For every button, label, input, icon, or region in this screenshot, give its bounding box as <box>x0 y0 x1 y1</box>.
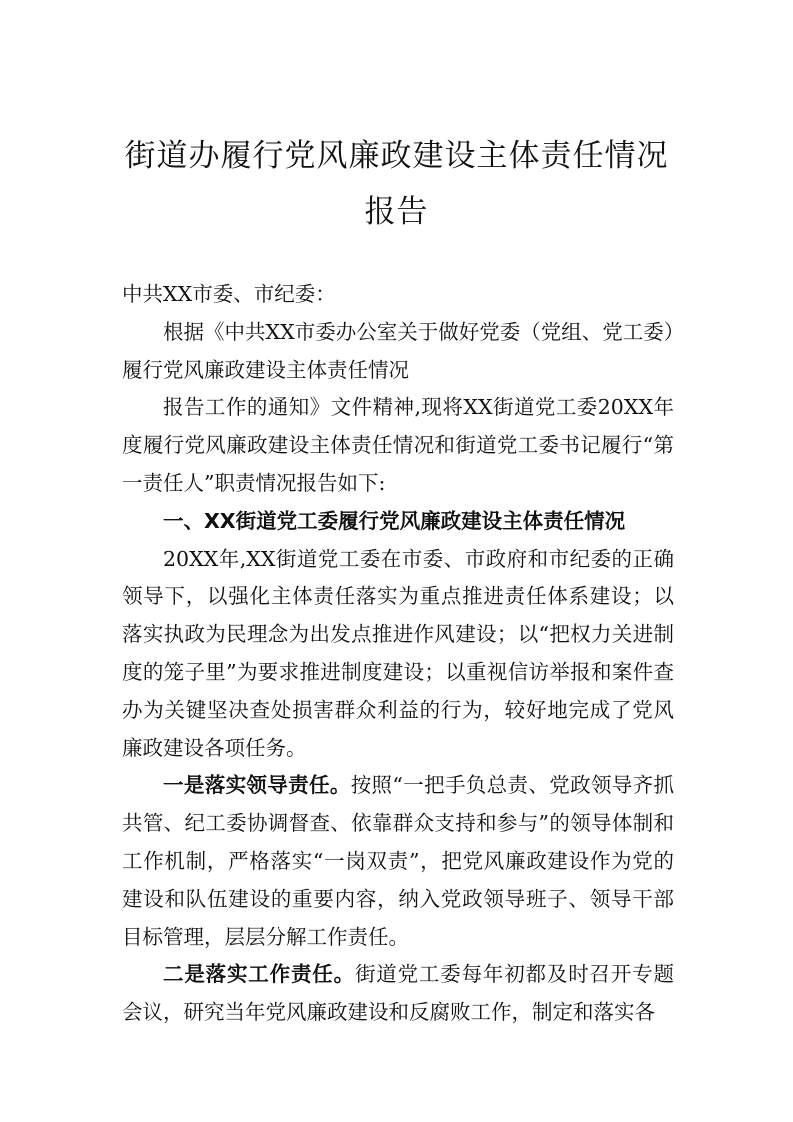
paragraph-lead: 二是落实工作责任。 <box>163 962 355 987</box>
paragraph-text: 按照“一把手负总责、党政领导齐抓共管、纪工委协调督查、依靠群众支持和参与”的领导体制和工作机制，严格落实“一岗双责”，把党风廉政建设作为党的建设和队伍建设的重要内容，纳入党政领导班子、领导干部目标管理，层层分解工作责任。 <box>122 773 675 949</box>
paragraph: 根据《中共XX市委办公室关于做好党委（党组、党工委）履行党风廉政建设主体责任情况 <box>122 319 674 382</box>
paragraph-text: 街道党工委每年初都及时召开专题会议，研究当年党风廉政建设和反腐败工作，制定和落实各 <box>122 962 675 1025</box>
paragraph-lead: 一是落实领导责任。 <box>163 773 351 798</box>
section-paragraph <box>122 956 674 1032</box>
section-paragraph <box>122 541 674 768</box>
document-body <box>122 276 674 1032</box>
document-title: 街道办履行党风廉政建设主体责任情况报告 <box>124 138 669 230</box>
paragraph: 报告工作的通知》文件精神,现将XX街道党工委20XX年度履行党风廉政建设主体责任情况和街道党工委书记履行“第一责任人”职责情况报告如下: <box>122 395 674 495</box>
section-paragraph <box>122 767 674 956</box>
section-heading: 一、XX街道党工委履行党风廉政建设主体责任情况 <box>163 508 626 533</box>
salutation: 中共XX市委、市纪委： <box>122 282 336 306</box>
paragraph-text: 20XX年,XX街道党工委在市委、市政府和市纪委的正确领导下，以强化主体责任落实为重点推进责任体系建设；以落实执政为民理念为出发点推进作风建设；以“把权力关进制度的笼子里”为要求推进制度建设；以重视信访举报和案件查办为关键坚决查处损害群众利益的行为，较好地完成了党风廉政建设各项任务。 <box>122 546 674 760</box>
